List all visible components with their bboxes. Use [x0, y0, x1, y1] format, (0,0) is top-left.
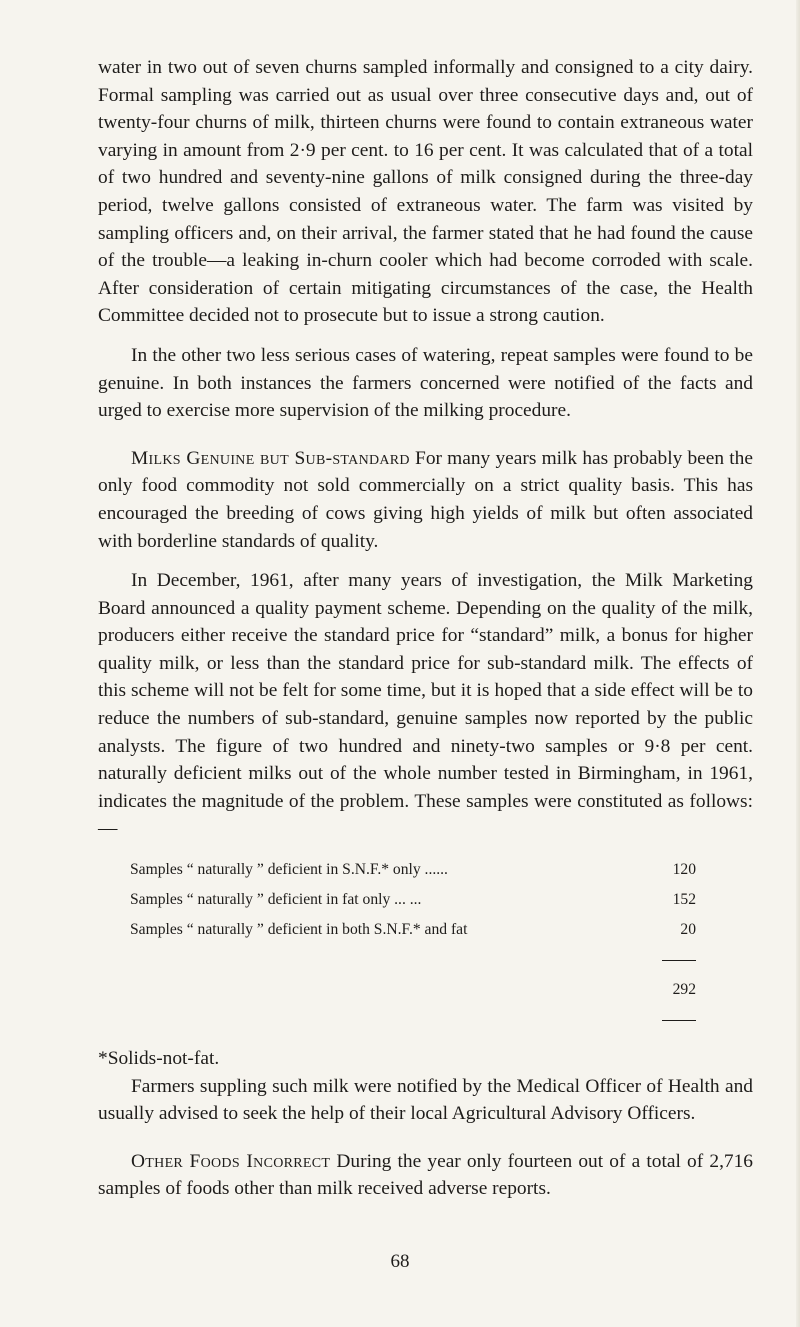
sample-count: 152 [672, 891, 696, 909]
sample-description: Samples “ naturally ” deficient in S.N.F.* only ...... [130, 861, 448, 879]
paragraph-other-cases: In the other two less serious cases of watering, repeat samples were found to be genuine. In both instances the farmers concerned were notified of the facts and urged to exercise more supervision of the milking procedure. [98, 344, 753, 422]
sample-description: Samples “ naturally ” deficient in fat only ... ... [130, 891, 422, 909]
page-edge [796, 0, 800, 1327]
paragraph-milks-substandard [98, 445, 753, 555]
footnote: *Solids-not-fat. [98, 1048, 220, 1070]
samples-table [130, 855, 696, 1035]
section-heading-milks-genuine: Milks Genuine but Sub-standard [131, 447, 410, 469]
paragraph-watering-case: water in two out of seven churns sampled informally and consigned to a city dairy. Formal sampling was carried out as usual over three consecutive days and, out of twenty-four churns of milk, thirteen churns were found to contain extraneous water varying in amount from 2·9 per cent. to 16 per cent. It was calculated that of a total of two hundred and seventy-nine gallons of milk consigned during the three-day period, twelve gallons consisted of extraneous water. The farm was visited by sampling officers and, on their arrival, the farmer stated that he had found the cause of the trouble—a leaking in-churn cooler which had become corroded with scale. After consideration of certain mitigating circumstances of the case, the Health Committee decided not to prosecute but to issue a strong caution. [98, 57, 753, 327]
total-rule-top [662, 960, 696, 961]
total-rule-bottom [662, 1020, 696, 1021]
table-row [130, 885, 696, 915]
section-heading-other-foods: Other Foods Incorrect [131, 1150, 331, 1172]
paragraph-other-foods-text: During the year only fourteen out of a total of 2,716 samples of foods other than milk received adverse reports. [98, 1150, 754, 1200]
sample-count: 20 [680, 921, 696, 939]
paragraph-other-foods [98, 1148, 753, 1203]
paragraph-milks-substandard-text: For many years milk has probably been the only food commodity not sold commercially on a strict quality basis. This has encouraged the breeding of cows giving high yields of milk but often associated with borderline standards of quality. [98, 447, 753, 552]
paragraph-quality-scheme: In December, 1961, after many years of investigation, the Milk Marketing Board announced a quality payment scheme. Depending on the quality of the milk, producers either receive the standard price for “standard” milk, a bonus for higher quality milk, or less than the standard price for sub-standard milk. The effects of this scheme will not be felt for some time, but it is hoped that a side effect will be to reduce the numbers of sub-standard, genuine samples now reported by the public analysts. The figure of two hundred and ninety-two samples or 9·8 per cent. naturally deficient milks out of the whole number tested in Birmingham, in 1961, indicates the magnitude of the problem. These samples were constituted as follows:— [98, 570, 753, 840]
total-rule-row [130, 1005, 696, 1035]
total-row [130, 975, 696, 1005]
body-text [98, 54, 753, 1203]
table-row [130, 915, 696, 945]
page-number: 68 [390, 1251, 410, 1272]
table-row [130, 855, 696, 885]
sample-description: Samples “ naturally ” deficient in both S.N.F.* and fat [130, 921, 468, 939]
sample-count: 120 [672, 861, 696, 879]
paragraph-farmers-notified: Farmers suppling such milk were notified by the Medical Officer of Health and usually advised to seek the help of their local Agricultural Advisory Officers. [98, 1075, 753, 1125]
sample-total: 292 [672, 981, 696, 999]
total-rule-row [130, 945, 696, 975]
